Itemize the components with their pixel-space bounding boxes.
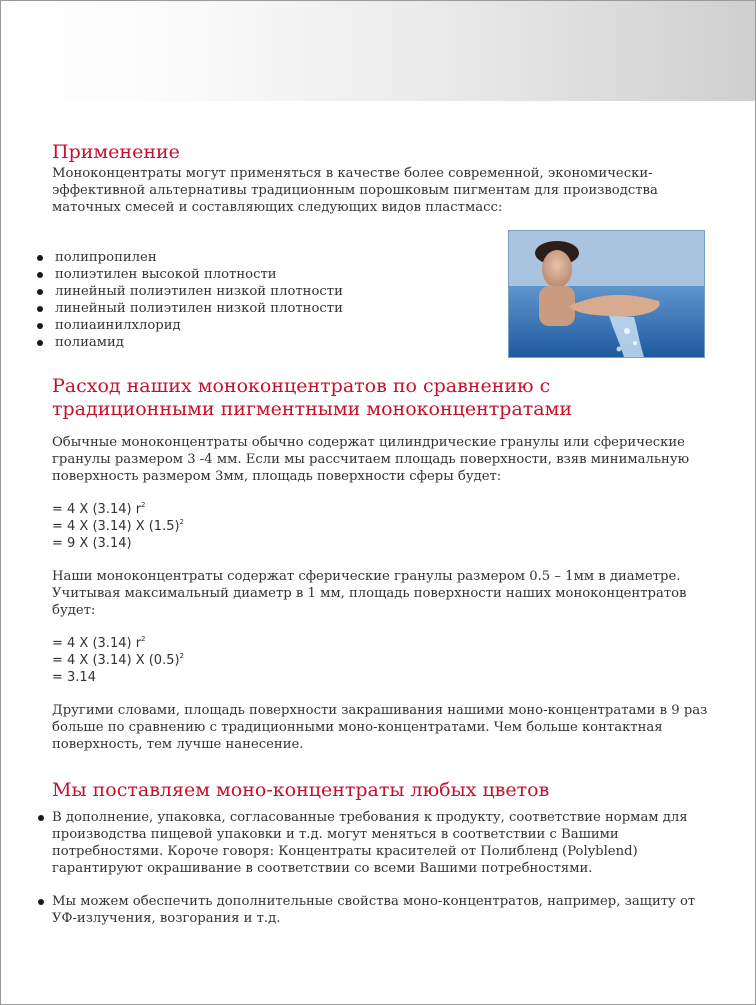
list-item: полиамид bbox=[37, 334, 343, 351]
formula-line bbox=[52, 518, 722, 535]
list-item: линейный полиэтилен низкой плотности bbox=[37, 300, 343, 317]
section-title-consumption bbox=[52, 375, 722, 421]
consumption-para-3: Другими словами, площадь поверхности закрашивания нашими моно-концентратами в 9 раз больше по сравнению с традиционными моно-концентратами. Чем больше контактная поверхность, тем лучше нанесение. bbox=[52, 703, 708, 752]
woman-water-photo bbox=[508, 230, 705, 358]
application-lead-text: Моноконцентраты могут применяться в качестве более современной, экономически- эффективной альтернативы традиционным порошковым пигментам для производства маточных смесей и составляющих следующих видов пластмасс: bbox=[52, 166, 658, 215]
formula-exponent: 2 bbox=[141, 635, 146, 643]
formula-exponent: 2 bbox=[179, 652, 185, 660]
materials-list bbox=[37, 249, 343, 351]
formula-text: = 3.14 bbox=[52, 670, 96, 685]
formula-exponent: 2 bbox=[179, 518, 185, 526]
bullet-paragraph: В дополнение, упаковка, согласованные требования к продукту, соответствие нормам для производства пищевой упаковки и т.д. могут меняться в соответствии с Вашими потребностями. Короче говоря: Концентраты красителей от Полибленд (Polyblend) гарантируют окрашивание в соответствии со всеми Вашими потребностями. bbox=[52, 809, 720, 877]
formula-text: = 4 X (3.14) X (1.5) bbox=[52, 519, 180, 534]
formula-line bbox=[52, 669, 722, 686]
formula-block-2 bbox=[52, 635, 722, 686]
formula-line bbox=[52, 501, 722, 518]
header-gradient-bar bbox=[1, 1, 755, 101]
formula-text: = 4 X (3.14) X (0.5) bbox=[52, 653, 180, 668]
list-item: полиаинилхлорид bbox=[37, 317, 343, 334]
formula-line bbox=[52, 635, 722, 652]
formula-line bbox=[52, 535, 722, 552]
section-consumption bbox=[52, 375, 722, 753]
formula-text: = 9 X (3.14) bbox=[52, 536, 132, 551]
list-item: полипропилен bbox=[37, 249, 343, 266]
section-any-colors bbox=[52, 779, 722, 927]
title-line-1: Расход наших моноконцентратов по сравнению с bbox=[52, 375, 551, 397]
list-item: линейный полиэтилен низкой плотности bbox=[37, 283, 343, 300]
formula-text: = 4 X (3.14) r bbox=[52, 636, 142, 651]
consumption-para-1: Обычные моноконцентраты обычно содержат цилиндрические гранулы или сферические гранулы размером 3 -4 мм. Если мы рассчитаем площадь поверхности, взяв минимальную поверхность размером 3мм, площадь поверхности сферы будет: bbox=[52, 435, 690, 484]
formula-line bbox=[52, 652, 722, 669]
formula-text: = 4 X (3.14) r bbox=[52, 502, 142, 517]
formula-exponent: 2 bbox=[141, 501, 146, 509]
section-title-any-colors: Мы поставляем моно-концентраты любых цветов bbox=[52, 779, 550, 801]
formula-block-1 bbox=[52, 501, 722, 552]
bullet-paragraph: Мы можем обеспечить дополнительные свойства моно-концентратов, например, защиту от УФ-излучения, возгорания и т.д. bbox=[52, 893, 720, 927]
section-title-application: Применение bbox=[52, 141, 180, 163]
list-item: полиэтилен высокой плотности bbox=[37, 266, 343, 283]
title-line-2: традиционными пигментными моноконцентратами bbox=[52, 398, 573, 420]
consumption-para-2: Наши моноконцентраты содержат сферические гранулы размером 0.5 – 1мм в диаметре. Учитывая максимальный диаметр в 1 мм, площадь поверхности наших моноконцентратов будет: bbox=[52, 569, 687, 618]
section-application bbox=[52, 141, 722, 216]
